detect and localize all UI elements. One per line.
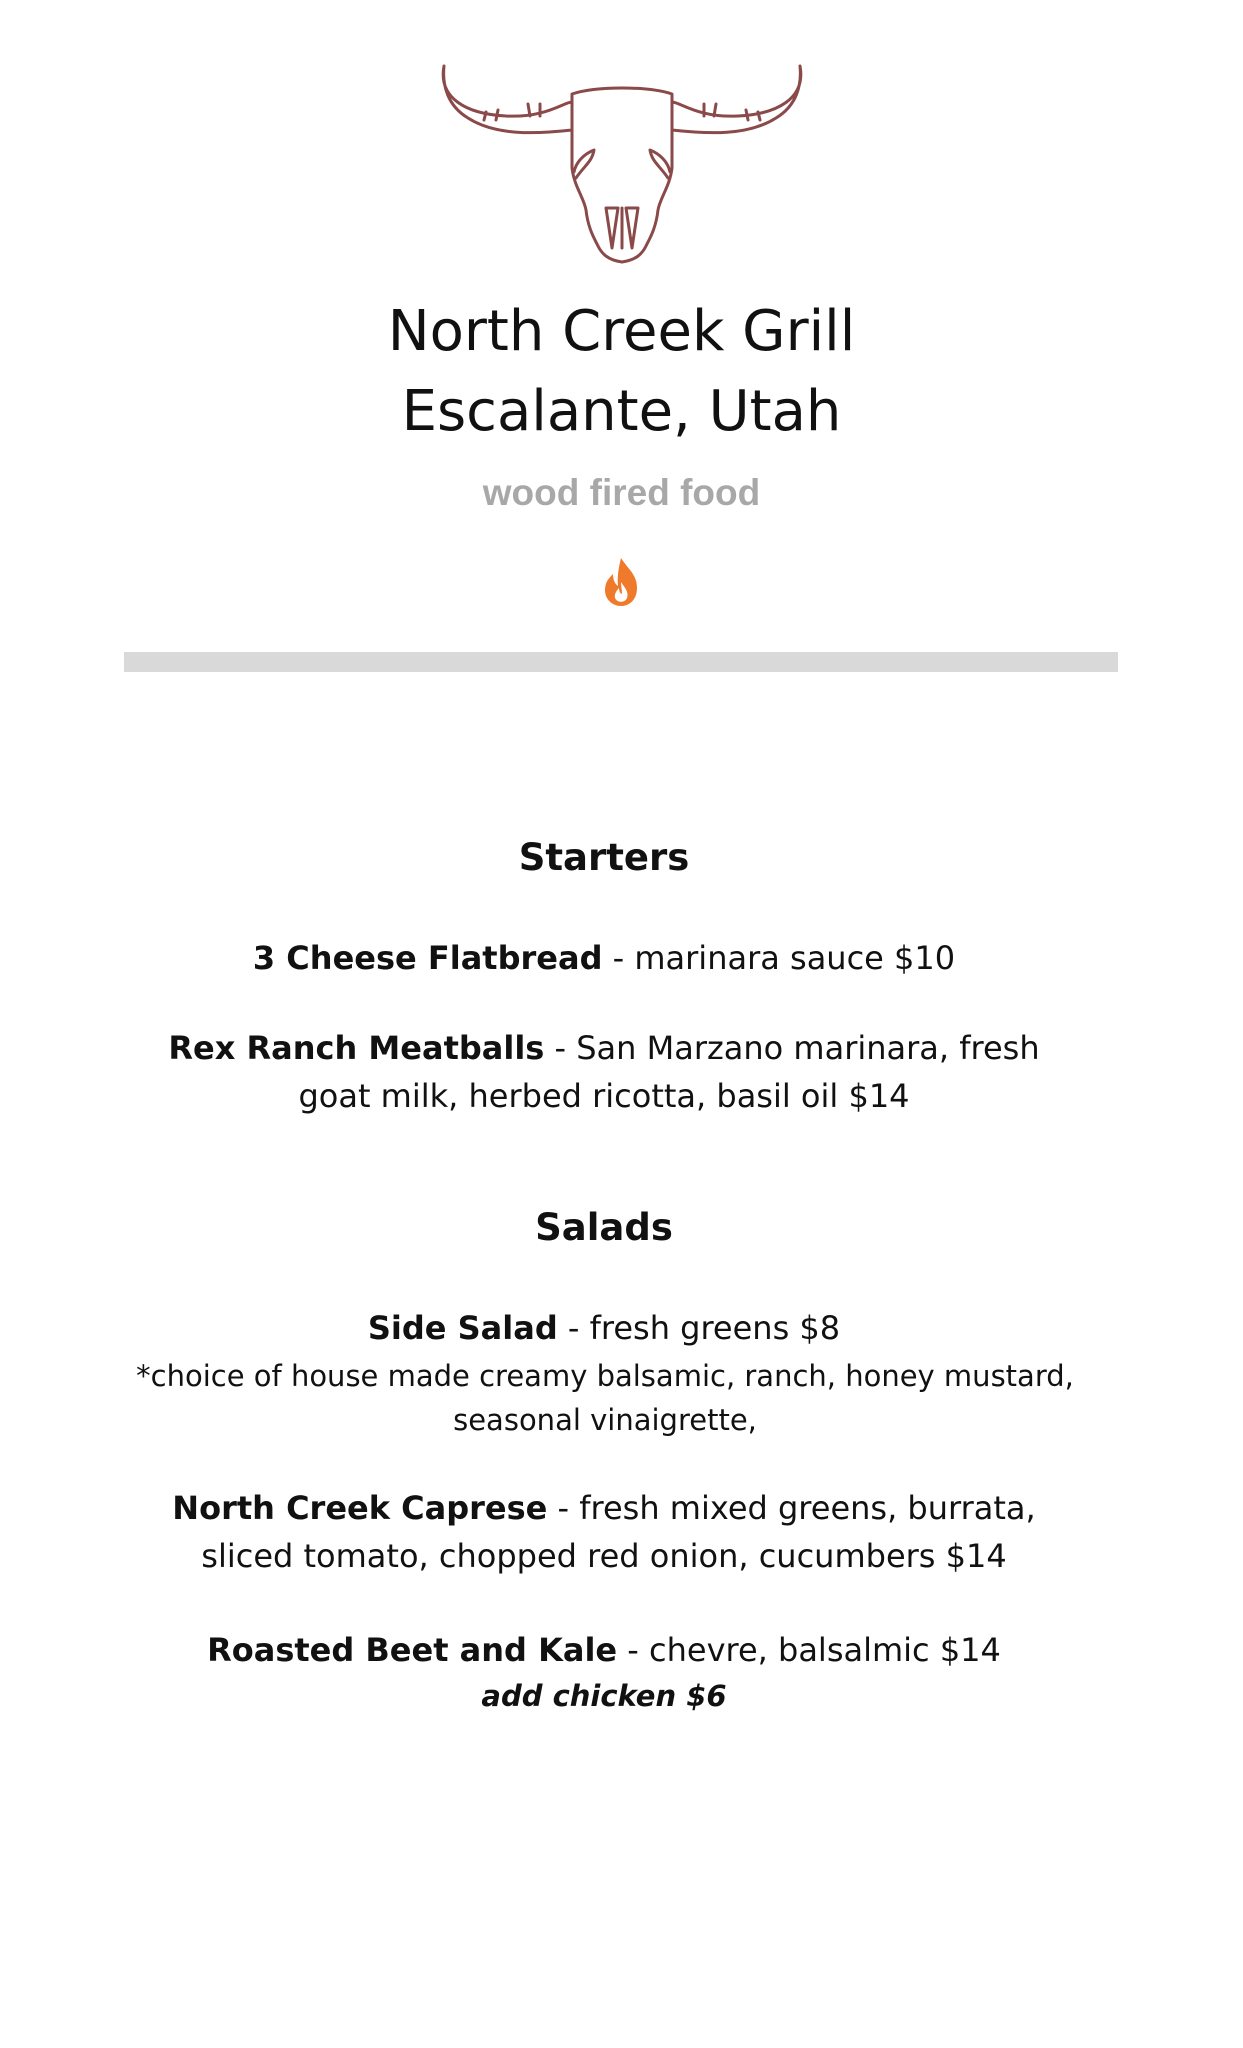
- section-title: Salads: [535, 1206, 673, 1249]
- section-starters: [124, 836, 1084, 879]
- item-description: - fresh mixed greens, burrata, sliced tomato, chopped red onion, cucumbers $14: [201, 1489, 1036, 1575]
- restaurant-name: North Creek Grill: [387, 299, 856, 364]
- restaurant-location: Escalante, Utah: [401, 379, 842, 444]
- menu-item: [124, 1626, 1084, 1674]
- header-divider: [124, 652, 1118, 672]
- item-name: Side Salad: [367, 1309, 558, 1347]
- section-title: Starters: [518, 836, 690, 879]
- item-name: Roasted Beet and Kale: [207, 1631, 618, 1669]
- menu-item: [124, 934, 1084, 982]
- item-description: - marinara sauce $10: [602, 939, 956, 977]
- item-name: 3 Cheese Flatbread: [252, 939, 603, 977]
- section-salads: [124, 1206, 1084, 1249]
- menu-item: [136, 1024, 1072, 1120]
- longhorn-skull-icon: [436, 58, 808, 272]
- flame-icon: [601, 556, 641, 608]
- menu-item: [124, 1304, 1084, 1352]
- item-description: - fresh greens $8: [557, 1309, 841, 1347]
- item-name: North Creek Caprese: [172, 1489, 548, 1527]
- item-addon: add chicken $6: [481, 1679, 727, 1713]
- menu-item: [136, 1484, 1072, 1580]
- item-description: - chevre, balsalmic $14: [617, 1631, 1001, 1669]
- tagline: wood fired food: [482, 472, 761, 513]
- item-note: *choice of house made creamy balsamic, ranch, honey mustard, seasonal vinaigrette,: [136, 1359, 1074, 1437]
- item-name: Rex Ranch Meatballs: [168, 1029, 545, 1067]
- item-description: - San Marzano marinara, fresh goat milk, herbed ricotta, basil oil $14: [298, 1029, 1040, 1115]
